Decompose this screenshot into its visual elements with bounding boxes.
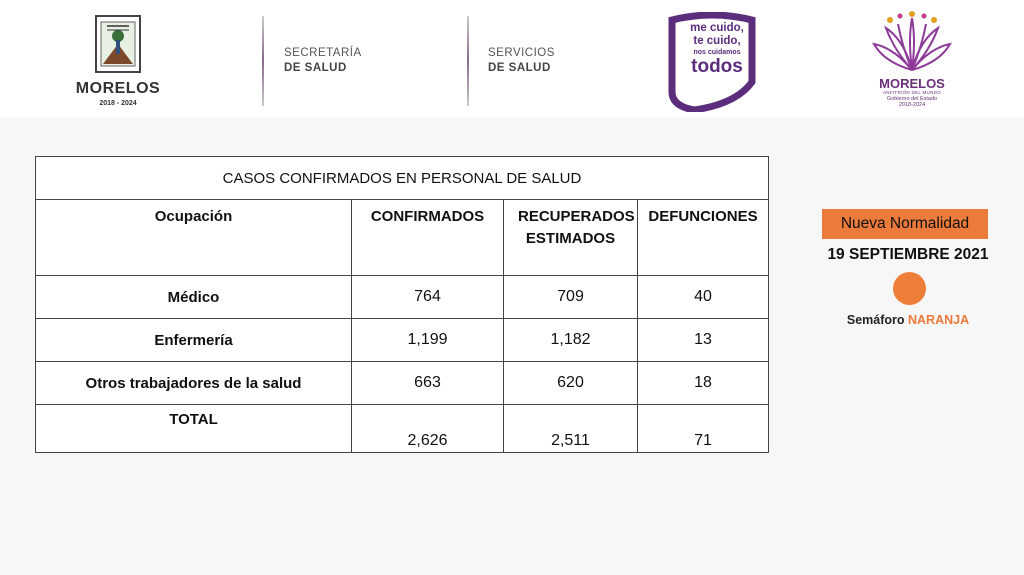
column-header-confirmed: CONFIRMADOS — [352, 200, 504, 276]
health-staff-cases-table — [35, 156, 768, 453]
state-logo-gov1: Gobierno del Estado — [886, 96, 938, 102]
secretaria-line1: SECRETARÍA — [284, 47, 362, 59]
report-date: 19 SEPTIEMBRE 2021 — [827, 246, 989, 263]
state-logo-gov — [864, 96, 960, 108]
deaths-cell: 40 — [638, 276, 769, 319]
deaths-cell: 18 — [638, 362, 769, 405]
campaign-line3: nos cuidamos — [693, 49, 741, 56]
traffic-light-icon — [893, 272, 926, 305]
flower-icon — [864, 10, 960, 76]
morelos-municipal-logo — [70, 12, 166, 112]
occupation-cell: Otros trabajadores de la salud — [36, 362, 352, 405]
campaign-line4: todos — [691, 56, 743, 77]
morelos-years: 2018 - 2024 — [99, 100, 137, 107]
recovered-cell: 709 — [504, 276, 638, 319]
semaforo-status — [810, 313, 1006, 327]
campaign-badge — [666, 12, 758, 112]
state-logo-tagline: ANFITRIÓN DEL MUNDO — [882, 90, 942, 95]
state-government-logo — [864, 10, 960, 115]
table-row — [36, 319, 769, 362]
occupation-cell: Enfermería — [36, 319, 352, 362]
divider — [262, 16, 264, 106]
table-total-row — [36, 405, 769, 453]
total-recovered: 2,511 — [504, 405, 638, 453]
confirmed-cell: 1,199 — [352, 319, 504, 362]
table-title-row — [36, 157, 769, 200]
semaforo-value: NARANJA — [908, 313, 970, 327]
table-row — [36, 276, 769, 319]
deaths-cell: 13 — [638, 319, 769, 362]
morelos-name: MORELOS — [75, 80, 161, 97]
recovered-cell: 620 — [504, 362, 638, 405]
state-logo-name: MORELOS — [879, 76, 945, 91]
nueva-normalidad-badge: Nueva Normalidad — [822, 209, 988, 239]
total-label: TOTAL — [36, 405, 352, 453]
semaforo-label: Semáforo — [846, 313, 905, 327]
secretaria-de-salud — [284, 46, 362, 76]
column-header-occupation: Ocupación — [36, 200, 352, 276]
campaign-line2: te cuido, — [693, 35, 741, 47]
secretaria-line2: DE SALUD — [284, 62, 347, 74]
table-row — [36, 362, 769, 405]
servicios-de-salud — [488, 46, 555, 76]
table-header-row — [36, 200, 769, 276]
column-header-deaths: DEFUNCIONES — [638, 200, 769, 276]
table-title: CASOS CONFIRMADOS EN PERSONAL DE SALUD — [36, 157, 769, 200]
column-header-recovered: RECUPERADOS ESTIMADOS — [504, 200, 638, 276]
servicios-line1: SERVICIOS — [488, 47, 555, 59]
header — [0, 0, 1024, 118]
campaign-text — [680, 22, 754, 77]
divider — [467, 16, 469, 106]
confirmed-cell: 764 — [352, 276, 504, 319]
cases-table — [35, 156, 769, 453]
state-logo-gov2: 2018-2024 — [898, 102, 926, 108]
occupation-cell: Médico — [36, 276, 352, 319]
campaign-line1: me cuido, — [690, 22, 744, 34]
servicios-line2: DE SALUD — [488, 62, 551, 74]
confirmed-cell: 663 — [352, 362, 504, 405]
state-seal-icon — [93, 14, 143, 74]
total-confirmed: 2,626 — [352, 405, 504, 453]
recovered-cell: 1,182 — [504, 319, 638, 362]
total-deaths: 71 — [638, 405, 769, 453]
